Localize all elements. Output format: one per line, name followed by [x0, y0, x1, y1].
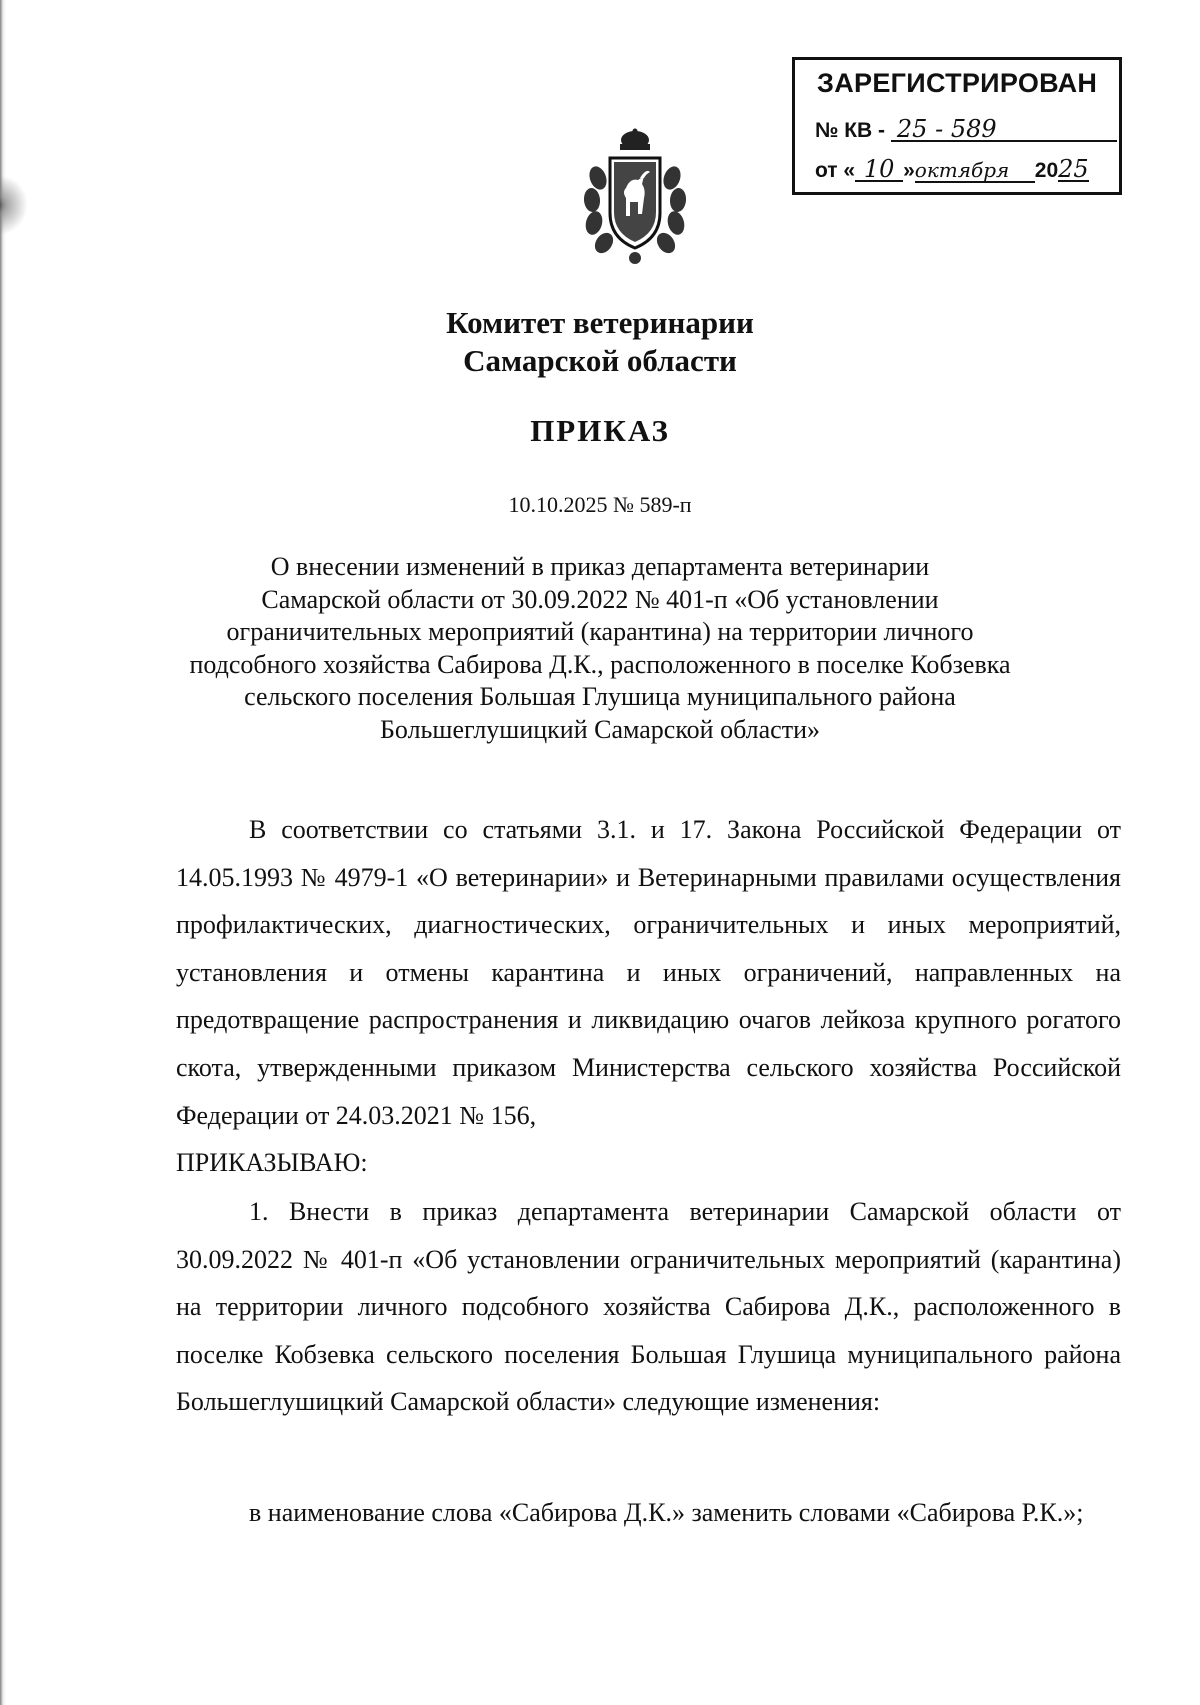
coat-of-arms-icon [580, 128, 690, 268]
preamble-block [176, 806, 1121, 1187]
subject-line: подсобного хозяйства Сабирова Д.К., расположенного в поселке Кобзевка [189, 649, 1011, 679]
preamble-paragraph: В соответствии со статьями 3.1. и 17. Закона Российской Федерации от 14.05.1993 № 4979-1 «О ветеринарии» и Ветеринарными правилами осуществления профилактических, диагностических, ограничительных и иных мероприятий, установления и отмены карантина и иных ограничений, направленных на предотвращение распространения и ликвидацию очагов лейкоза крупного рогатого скота, утвержденными приказом Министерства сельского хозяйства Российской Федерации от 24.03.2021 № 156, [176, 815, 1121, 1130]
document-date-number: 10.10.2025 № 589-п [508, 492, 692, 517]
document-subject [0, 551, 1200, 746]
item1-block [176, 1188, 1121, 1426]
registration-stamp [792, 57, 1122, 195]
document-type: ПРИКАЗ [530, 413, 670, 448]
order-word: ПРИКАЗЫВАЮ: [176, 1148, 368, 1178]
stamp-number-handwritten: 25 - 589 [891, 118, 1117, 142]
organization-name-line1: Комитет ветеринарии [446, 305, 754, 340]
stamp-title: ЗАРЕГИСТРИРОВАН [817, 68, 1098, 98]
stamp-date-day: 10 [855, 158, 903, 182]
scan-artifact [0, 175, 28, 235]
subject-line: ограничительных мероприятий (карантина) на территории личного [226, 617, 974, 646]
stamp-date-month: октября [915, 159, 1035, 183]
stamp-date-mid: » [903, 159, 915, 182]
stamp-date-year-hand: 25 [1058, 155, 1089, 183]
stamp-date-row [815, 155, 1089, 183]
item1-sub-block [176, 1489, 1121, 1537]
organization-name [0, 304, 1200, 380]
subject-line: Большеглушицкий Самарской области» [380, 714, 820, 744]
organization-name-line2: Самарской области [463, 343, 737, 378]
subject-line: О внесении изменений в приказ департамента ветеринарии [270, 552, 930, 581]
stamp-date-year-print: 20 [1034, 159, 1059, 182]
stamp-date-prefix: от « [815, 159, 856, 182]
subject-line: сельского поселения Большая Глушица муниципального района [244, 682, 956, 711]
scan-edge-shadow [0, 0, 6, 1705]
subject-line: Самарской области от 30.09.2022 № 401-п «Об установлении [261, 584, 939, 614]
item1-sub-paragraph: в наименование слова «Сабирова Д.К.» заменить словами «Сабирова Р.К.»; [249, 1498, 1084, 1527]
item1-paragraph: 1. Внести в приказ департамента ветеринарии Самарской области от 30.09.2022 № 401-п «Об установлении ограничительных мероприятий (карантина) на территории личного подсобного хозяйства Сабирова Д.К., расположенного в поселке Кобзевка сельского поселения Большая Глушица муниципального района Большеглушицкий Самарской области» следующие изменения: [176, 1197, 1121, 1417]
stamp-number-prefix: № КВ - [815, 119, 886, 142]
stamp-number-row [815, 115, 1117, 143]
